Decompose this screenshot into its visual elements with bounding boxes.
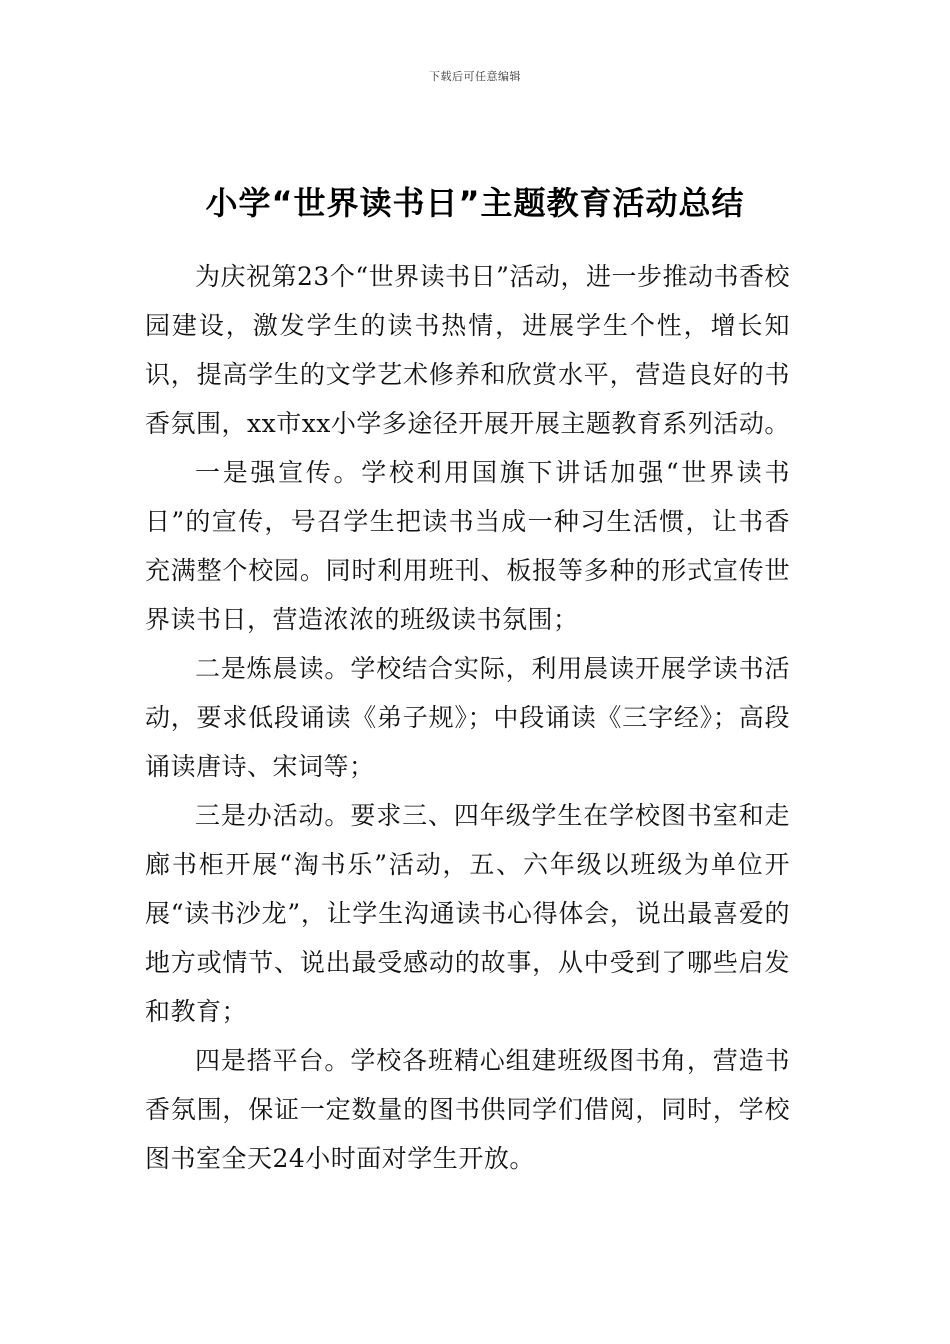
document-body [145, 252, 790, 1183]
paragraph-publicity: 一是强宣传。学校利用国旗下讲话加强“世界读书日”的宣传，号召学生把读书当成一种习生活惯，让书香充满整个校园。同时利用班刊、板报等多种的形式宣传世界读书日，营造浓浓的班级读书氛围； [145, 458, 790, 634]
page-header-note: 下载后可任意编辑 [429, 70, 521, 83]
paragraph-intro: 为庆祝第23个“世界读书日”活动，进一步推动书香校园建设，激发学生的读书热情，进展学生个性，增长知识，提高学生的文学艺术修养和欣赏水平，营造良好的书香氛围，xx市xx小学多途径开展开展主题教育系列活动。 [145, 262, 790, 438]
document-title: 小学“世界读书日”主题教育活动总结 [205, 184, 745, 222]
paragraph-platform: 四是搭平台。学校各班精心组建班级图书角，营造书香氛围，保证一定数量的图书供同学们借阅，同时，学校图书室全天24小时面对学生开放。 [145, 1046, 790, 1173]
paragraph-activities: 三是办活动。要求三、四年级学生在学校图书室和走廊书柜开展“淘书乐”活动，五、六年级以班级为单位开展“读书沙龙”，让学生沟通读书心得体会，说出最喜爱的地方或情节、说出最受感动的故事，从中受到了哪些启发和教育； [145, 801, 790, 1026]
paragraph-morning-reading: 二是炼晨读。学校结合实际，利用晨读开展学读书活动，要求低段诵读《弟子规》；中段诵读《三字经》；高段诵读唐诗、宋词等； [145, 654, 790, 781]
